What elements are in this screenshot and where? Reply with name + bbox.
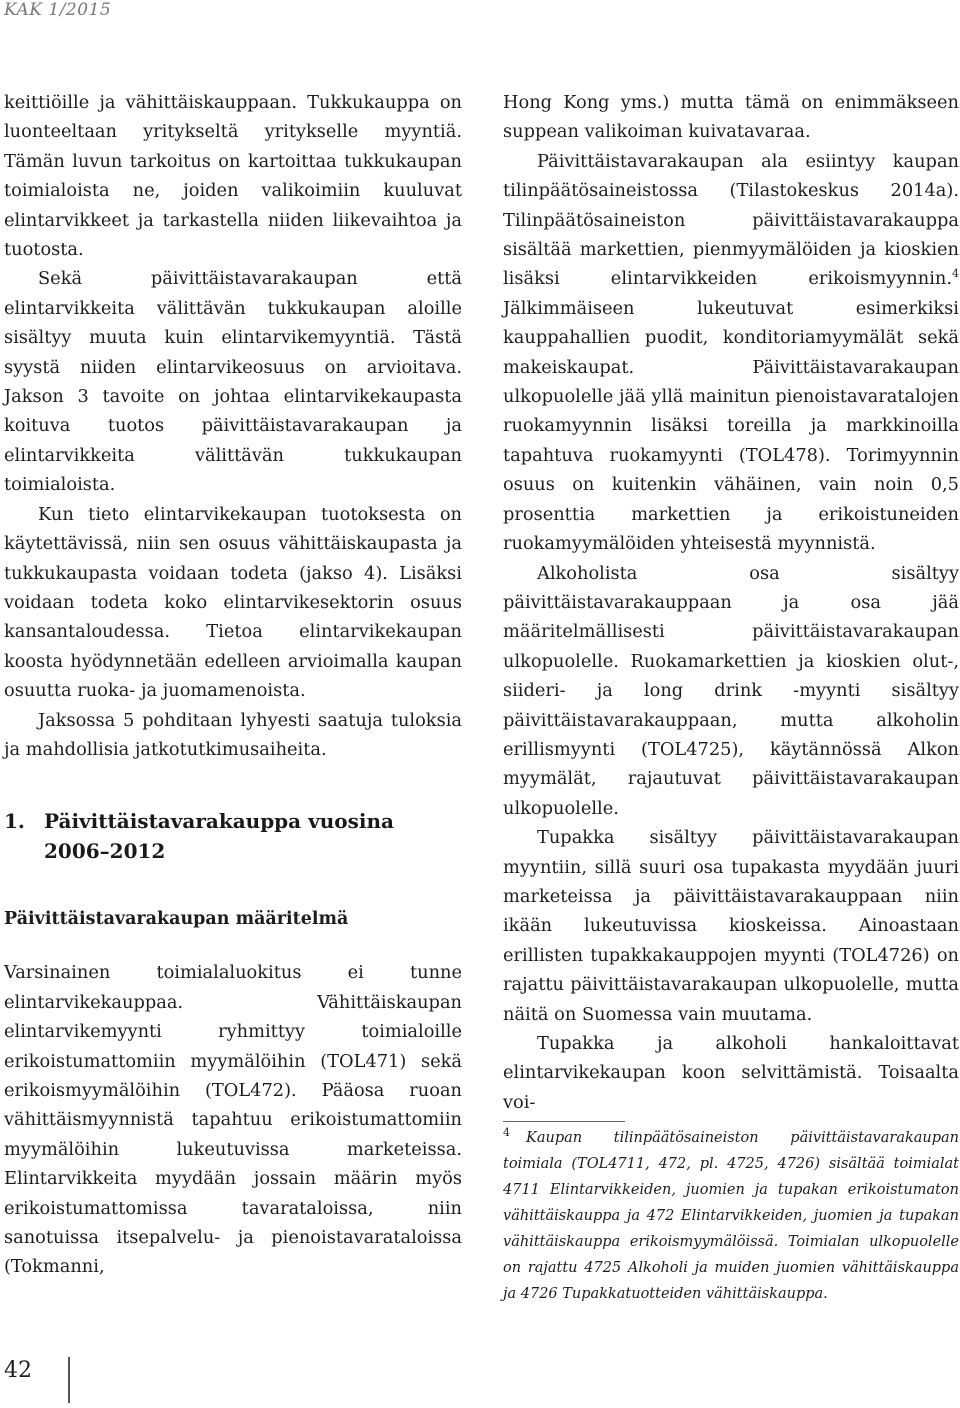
section-heading <box>4 806 462 866</box>
right-paragraph-1: Hong Kong yms.) mutta tämä on enimmäkseen suppean valikoiman kuivatavaraa. <box>503 92 959 143</box>
left-paragraph-1: keittiöille ja vähittäiskauppaan. Tukkukauppa on luonteeltaan yritykseltä yritykselle myyntiä. Tämän luvun tarkoitus on kartoittaa tukkukaupan toimialoista ne, joiden valikoimiin kuuluvat elintarvikkeet ja tarkastella niiden liikevaihtoa ja tuotosta. <box>4 92 462 261</box>
right-column <box>503 88 959 1117</box>
section-title <box>44 806 394 866</box>
section-title-line-2: 2006–2012 <box>44 839 166 864</box>
left-paragraph-3: Kun tieto elintarvikekaupan tuotoksesta on käytettävissä, niin sen osuus vähittäiskaupasta ja tukkukaupasta voidaan todeta (jakso 4). Lisäksi voidaan todeta koko elintarvikesektorin osuus kansantaloudessa. Tietoa elintarvikekaupan koosta hyödynnetään edelleen arvioimalla kaupan osuutta ruoka- ja juomamenoista. <box>4 503 462 702</box>
running-head: KAK 1/2015 <box>4 0 112 20</box>
footnote-text: Kaupan tilinpäätösaineiston päivittäistavarakaupan toimiala (TOL4711, 472, pl. 4725, 4726) sisältää toimialat 4711 Elintarvikkeiden, juomien ja tupakan erikoistumaton vähittäiskauppa ja 472 Elintarvikkeiden, juomien ja tupakan vähittäiskauppa erikoismyymälöissä. Toimialan ulkopuolelle on rajattu 4725 Alkoholi ja muiden juomien vähittäiskauppa ja 4726 Tupakkatuotteiden vähittäiskauppa. <box>503 1130 959 1302</box>
section-title-line-1: Päivittäistavarakauppa vuosina <box>44 809 394 834</box>
footnote-mark: 4 <box>503 1126 510 1140</box>
right-paragraph-4: Tupakka sisältyy päivittäistavarakaupan myyntiin, sillä suuri osa tupakasta myydään juuri marketeissa ja päivittäistavarakauppaan niin ikään lukeutuvissa kioskeissa. Ainoastaan erillisten tupakkakauppojen myynti (TOL4726) on rajattu päivittäistavarakaupan ulkopuolelle, mutta näitä on Suomessa vain muutama. <box>503 827 959 1025</box>
right-paragraph-2 <box>503 147 959 559</box>
footnote-reference[interactable]: 4 <box>952 267 959 281</box>
right-paragraph-3: Alkoholista osa sisältyy päivittäistavarakauppaan ja osa jää määritelmällisesti päivittäistavarakaupan ulkopuolelle. Ruokamarkettien ja kioskien olut-, siideri- ja long drink -myynti sisältyy päivittäistavarakauppaan, mutta alkoholin erillismyynti (TOL4725), käytännössä Alkon myymälät, rajautuvat päivittäistavarakaupan ulkopuolelle. <box>503 562 959 819</box>
left-paragraph-5: Varsinainen toimialaluokitus ei tunne elintarvikekauppaa. Vähittäiskaupan elintarvikemyynti ryhmittyy toimialoille erikoistumattomiin myymälöihin (TOL471) sekä erikoismyymälöihin (TOL472). Pääosa ruoan vähittäismyynnistä tapahtuu erikoistumattomiin myymälöihin lukeutuvissa marketeissa. Elintarvikkeita myydään jossain määrin myös erikoistumattomissa tavarataloissa, niin sanotuissa itsepalvelu- ja pienoistavarataloissa (Tokmanni, <box>4 962 462 1278</box>
left-column <box>4 88 462 1282</box>
page-number: 42 <box>4 1358 32 1383</box>
page-number-divider <box>68 1357 70 1403</box>
footnote <box>503 1125 959 1307</box>
subsection-heading: Päivittäistavarakaupan määritelmä <box>4 909 349 930</box>
right-paragraph-2-text: Päivittäistavarakaupan ala esiintyy kaupan tilinpäätösaineistossa (Tilastokeskus 2014a). Tilinpäätösaineiston päivittäistavarakauppa sisältää markettien, pienmyymälöiden ja kioskien lisäksi elintarvikkeiden erikoismyynnin. <box>503 150 959 290</box>
footnote-divider <box>503 1121 625 1122</box>
right-paragraph-5: Tupakka ja alkoholi hankaloittavat elintarvikekaupan koon selvittämistä. Toisaalta voi- <box>503 1033 959 1113</box>
section-number: 1. <box>4 809 25 834</box>
left-paragraph-2: Sekä päivittäistavarakaupan että elintarvikkeita välittävän tukkukaupan aloille sisältyy muuta kuin elintarvikemyyntiä. Tästä syystä niiden elintarvikeosuus on arvioitava. Jakson 3 tavoite on johtaa elintarvikekaupasta koituva tuotos päivittäistavarakaupan ja elintarvikkeita välittävän tukkukaupan toimialoista. <box>4 268 462 496</box>
left-paragraph-4: Jaksossa 5 pohditaan lyhyesti saatuja tuloksia ja mahdollisia jatkotutkimusaiheita. <box>4 709 462 760</box>
right-paragraph-2-continuation: Jälkimmäiseen lukeutuvat esimerkiksi kauppahallien puodit, konditoriamyymälät sekä makeiskaupat. Päivittäistavarakaupan ulkopuolelle jää yllä mainitun pienoistavaratalojen ruokamyynnin lisäksi toreilla ja markkinoilla tapahtuva ruokamyynti (TOL478). Torimyynnin osuus on kuitenkin vähäinen, vain noin 0,5 prosenttia markettien ja erikoistuneiden ruokamyymälöiden yhteisestä myynnistä. <box>503 297 959 555</box>
